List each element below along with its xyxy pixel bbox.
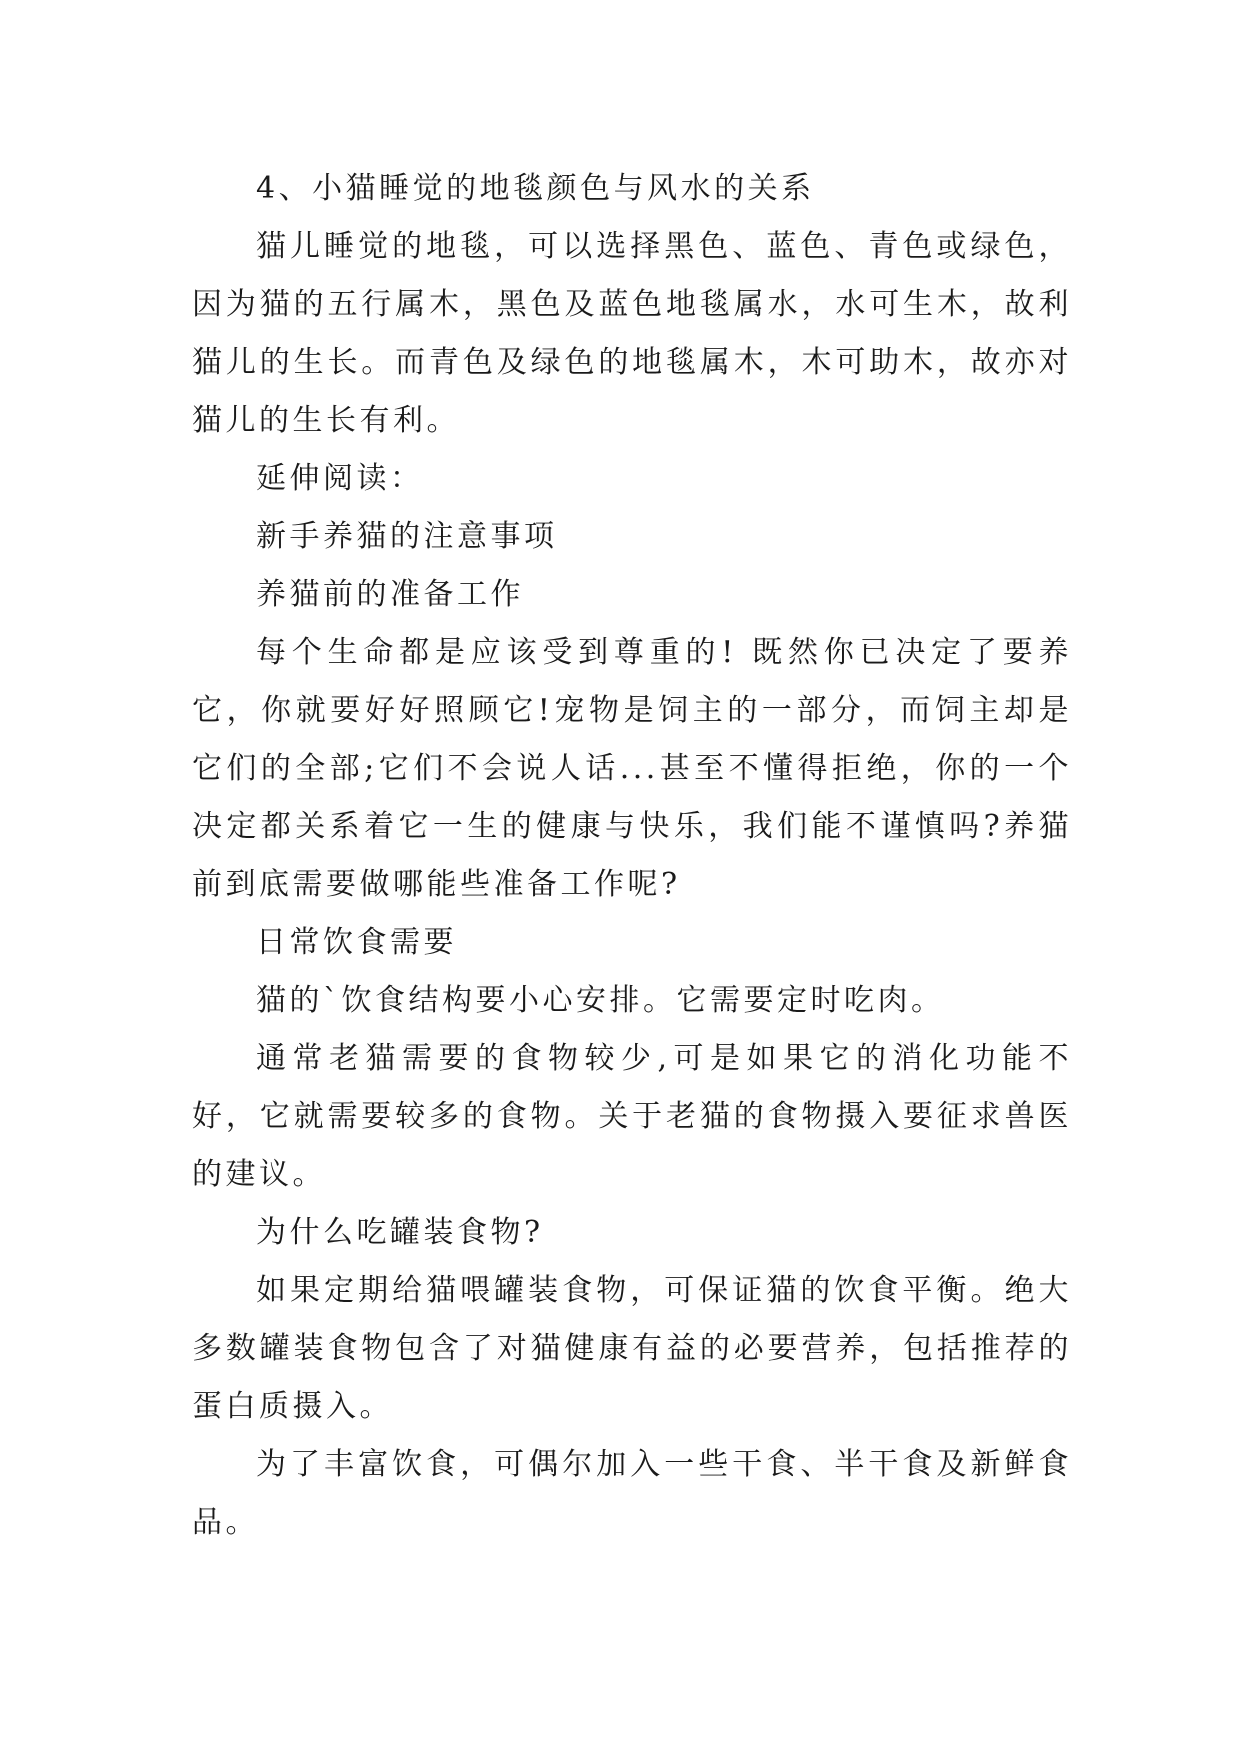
subheading-new-owner-notes: 新手养猫的注意事项 [256,519,558,554]
paragraph-diet-structure: 猫的`饮食结构要小心安排。它需要定时吃肉。 [256,983,945,1018]
paragraph-enrich-diet: 为了丰富饮食，可偶尔加入一些干食、半干食及新鲜食品。 [192,1447,1072,1540]
paragraph-old-cat-food: 通常老猫需要的食物较少,可是如果它的消化功能不好，它就需要较多的食物。关于老猫的食物摄入要征求兽医的建议。 [192,1041,1072,1192]
subheading-preparation: 养猫前的准备工作 [256,577,524,612]
paragraph-canned-food-benefits: 如果定期给猫喂罐装食物，可保证猫的饮食平衡。绝大多数罐装食物包含了对猫健康有益的必要营养，包括推荐的蛋白质摄入。 [192,1273,1072,1424]
subheading-canned-food: 为什么吃罐装食物? [256,1215,544,1250]
subheading-daily-diet: 日常饮食需要 [256,925,457,960]
paragraph-respect-life: 每个生命都是应该受到尊重的! 既然你已决定了要养它，你就要好好照顾它!宠物是饲主的一部分，而饲主却是它们的全部;它们不会说人话...甚至不懂得拒绝，你的一个决定都关系着它一生的健康与快乐，我们能不谨慎吗?养猫前到底需要做哪能些准备工作呢? [192,635,1072,902]
section-heading-carpet-fengshui: 4、小猫睡觉的地毯颜色与风水的关系 [256,171,815,206]
document-body [192,160,1072,1552]
paragraph-carpet-colors: 猫儿睡觉的地毯，可以选择黑色、蓝色、青色或绿色，因为猫的五行属木，黑色及蓝色地毯属水，水可生木，故利猫儿的生长。而青色及绿色的地毯属木，木可助木，故亦对猫儿的生长有利。 [192,229,1072,438]
extended-reading-label: 延伸阅读： [256,461,424,496]
